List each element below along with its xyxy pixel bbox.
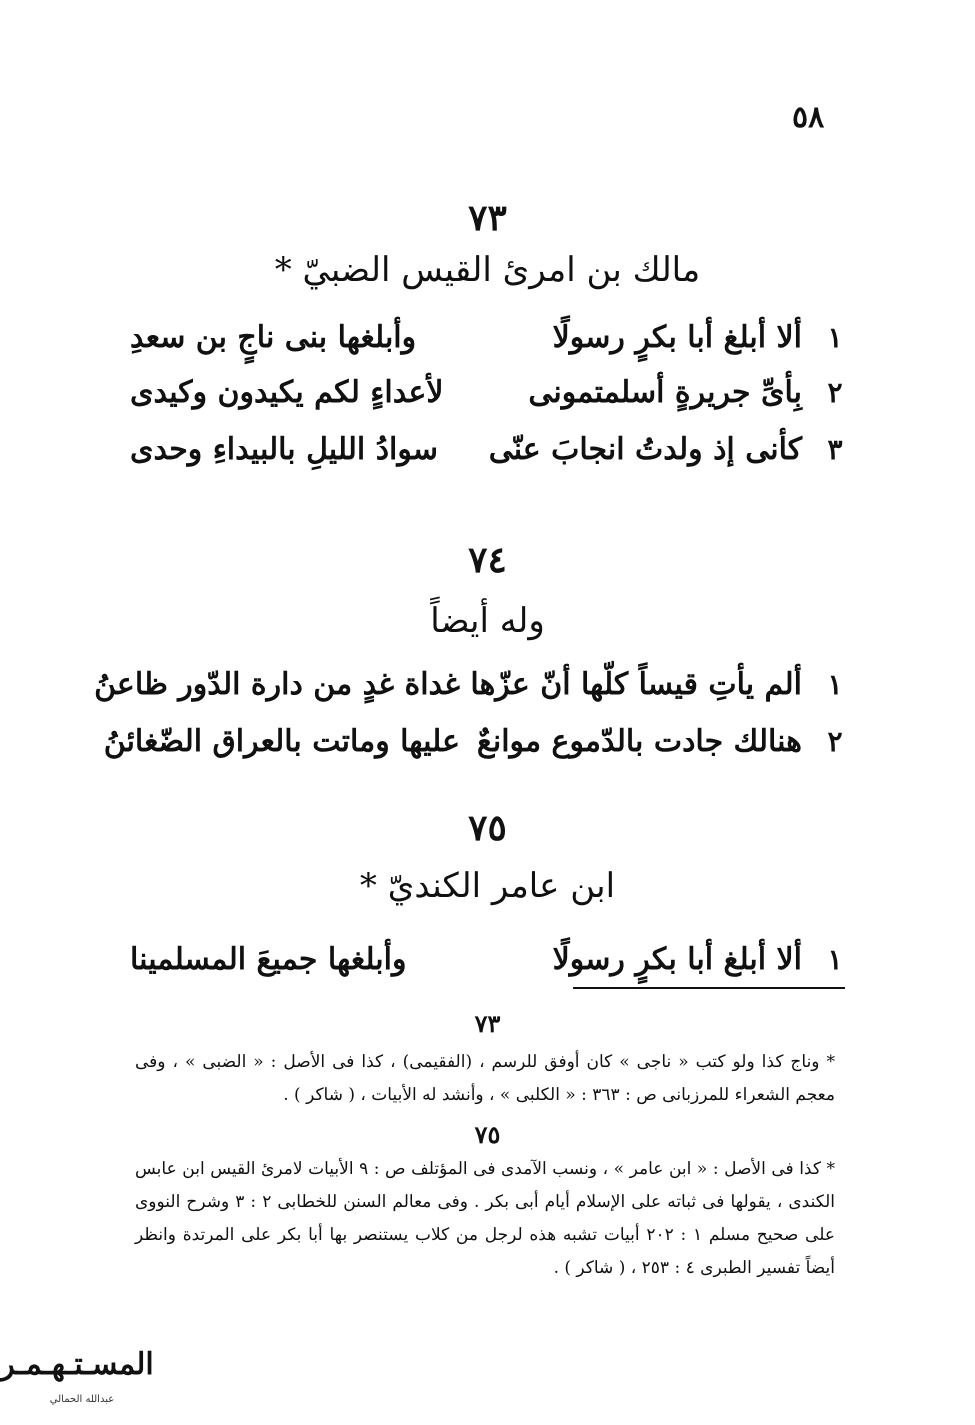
verse-first-hemistich: ألا أبلغ أبا بكرٍ رسولًا	[552, 942, 802, 977]
footnote-text: * وناج كذا ولو كتب « ناجى » كان أوفق للرسم ، (الفقيمى) ، كذا فى الأصل : « الضبى » ، وفى معجم الشعراء للمرزبانى ص : ٣٦٣ : « الكلبى » ، وأنشد له الأبيات ، ( شاكر ) .	[135, 1052, 835, 1105]
poem-number: ٧٣	[468, 197, 507, 239]
footnote-number: ٧٣	[474, 1009, 501, 1038]
verse-number: ٣	[827, 433, 843, 466]
verse-number: ١	[827, 668, 843, 701]
page-number: ٥٨	[792, 100, 825, 135]
verse-line	[130, 368, 850, 418]
calligraphy-logo-icon	[0, 1330, 154, 1410]
footnote-separator	[573, 987, 845, 989]
poem-number: ٧٤	[468, 539, 507, 581]
poem-title: وله أيضاً	[430, 601, 545, 641]
verse-line	[94, 660, 850, 710]
verse-second-hemistich: لأعداءٍ لكم يكيدون وكيدى	[130, 375, 444, 410]
poem-number: ٧٥	[468, 807, 507, 849]
verse-first-hemistich: ألا أبلغ أبا بكرٍ رسولًا	[552, 320, 802, 355]
poem-title: ابن عامر الكنديّ *	[359, 866, 616, 906]
verse-first-hemistich: هنالك جادت بالدّموع موانعٌ	[476, 724, 802, 759]
watermark-logo	[0, 1330, 154, 1410]
verse-line	[130, 935, 850, 985]
verse-second-hemistich: سوادُ الليلِ بالبيداءِ وحدى	[130, 432, 439, 467]
verse-second-hemistich: وأبلغها جميعَ المسلمينا	[130, 942, 407, 977]
verse-number: ١	[827, 321, 843, 354]
verse-line	[130, 425, 850, 475]
poem-title: مالك بن امرئ القيس الضبيّ *	[274, 250, 701, 290]
verse-second-hemistich: وأبلغها بنى ناجٍ بن سعدِ	[130, 320, 417, 355]
verse-second-hemistich: غداة غدٍ من دارة الدّور ظاعنُ	[94, 667, 460, 702]
verse-line	[130, 313, 850, 363]
verse-number: ١	[827, 943, 843, 976]
verse-second-hemistich: عليها وماتت بالعراق الضّغائنُ	[103, 724, 460, 759]
verse-number: ٢	[827, 725, 843, 758]
verse-line	[103, 717, 850, 767]
verse-first-hemistich: كأنى إذ ولدتُ انجابَ عنّى	[488, 432, 802, 467]
svg-text:المسـتـهـمـر: المسـتـهـمـر	[0, 1347, 154, 1382]
svg-text:عبدالله الحمالي: عبدالله الحمالي	[49, 1394, 115, 1405]
footnote-number: ٧٥	[474, 1120, 501, 1149]
verse-first-hemistich: ألم يأتِ قيساً كلّها أنّ عزّها	[470, 667, 802, 702]
footnote-text: * كذا فى الأصل : « ابن عامر » ، ونسب الآمدى فى المؤتلف ص : ٩ الأبيات لامرئ القيس ابن عابس الكندى ، يقولها فى ثباته على الإسلام أيام أبى بكر . وفى معالم السنن للخطابى ٢ : ٣ وشرح النووى على صحيح مسلم ١ : ٢٠٢ أبيات تشبه هذه لرجل من كلاب يستنصر بها أبا بكر على المرتدة وانظر أيضاً تفسير الطبرى ٤ : ٢٥٣ ، ( شاكر ) .	[135, 1159, 836, 1278]
verse-number: ٢	[827, 376, 843, 409]
verse-first-hemistich: بِأىِّ جريرةٍ أسلمتمونى	[528, 375, 802, 410]
